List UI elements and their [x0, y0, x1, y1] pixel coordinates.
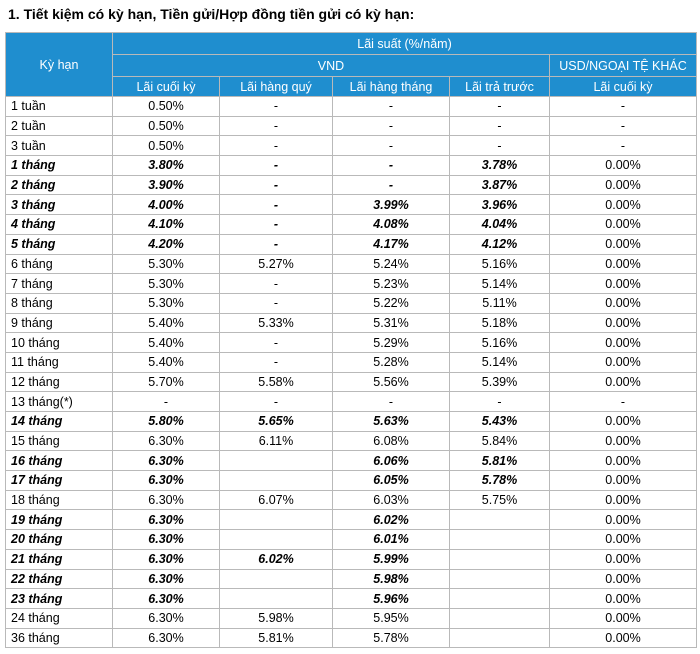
term-cell: 5 tháng: [6, 234, 113, 254]
table-row: [6, 412, 697, 432]
rate-cell: 3.80%: [113, 156, 220, 176]
rate-cell: 3.99%: [333, 195, 450, 215]
rate-cell: 5.75%: [450, 490, 550, 510]
table-row: [6, 608, 697, 628]
table-row: [6, 451, 697, 471]
term-cell: 3 tháng: [6, 195, 113, 215]
rate-cell: 0.00%: [550, 333, 697, 353]
term-cell: 13 tháng(*): [6, 392, 113, 412]
rate-cell: 5.96%: [333, 589, 450, 609]
rate-cell: 3.90%: [113, 175, 220, 195]
rate-cell: 6.02%: [220, 549, 333, 569]
rate-cell: 5.40%: [113, 352, 220, 372]
rate-cell: [450, 589, 550, 609]
rate-cell: -: [550, 116, 697, 136]
rate-cell: -: [220, 392, 333, 412]
term-cell: 15 tháng: [6, 431, 113, 451]
term-cell: 23 tháng: [6, 589, 113, 609]
rate-cell: 5.98%: [333, 569, 450, 589]
rate-cell: 5.29%: [333, 333, 450, 353]
rate-cell: -: [220, 234, 333, 254]
col-header-usd-end-of-term: Lãi cuối kỳ: [550, 77, 697, 97]
rate-cell: 5.16%: [450, 254, 550, 274]
table-row: [6, 549, 697, 569]
rate-cell: 6.01%: [333, 530, 450, 550]
rate-cell: 4.17%: [333, 234, 450, 254]
table-row: [6, 313, 697, 333]
rate-cell: [450, 628, 550, 648]
rate-cell: 5.80%: [113, 412, 220, 432]
term-cell: 16 tháng: [6, 451, 113, 471]
table-row: [6, 116, 697, 136]
rate-cell: 6.08%: [333, 431, 450, 451]
table-row: [6, 97, 697, 117]
rate-cell: -: [220, 333, 333, 353]
rate-cell: 0.50%: [113, 97, 220, 117]
term-cell: 4 tháng: [6, 215, 113, 235]
rate-cell: 0.00%: [550, 412, 697, 432]
term-cell: 20 tháng: [6, 530, 113, 550]
rate-cell: 5.40%: [113, 333, 220, 353]
term-cell: 19 tháng: [6, 510, 113, 530]
rate-cell: 5.81%: [450, 451, 550, 471]
term-cell: 9 tháng: [6, 313, 113, 333]
rate-cell: 5.40%: [113, 313, 220, 333]
rate-cell: [450, 608, 550, 628]
rate-cell: -: [450, 97, 550, 117]
rate-cell: [450, 510, 550, 530]
rate-cell: [450, 549, 550, 569]
term-cell: 8 tháng: [6, 293, 113, 313]
rate-cell: -: [220, 156, 333, 176]
rate-cell: [220, 510, 333, 530]
rate-cell: 0.50%: [113, 136, 220, 156]
rate-cell: 0.00%: [550, 628, 697, 648]
rate-cell: 0.00%: [550, 215, 697, 235]
rate-cell: -: [333, 156, 450, 176]
rate-cell: 5.31%: [333, 313, 450, 333]
rate-cell: 0.00%: [550, 175, 697, 195]
rate-cell: 5.56%: [333, 372, 450, 392]
rate-cell: -: [450, 116, 550, 136]
rate-cell: 6.30%: [113, 490, 220, 510]
rate-cell: 3.78%: [450, 156, 550, 176]
rate-cell: 6.06%: [333, 451, 450, 471]
vnd-header: VND: [113, 55, 550, 77]
rate-cell: 0.00%: [550, 490, 697, 510]
rate-cell: 0.00%: [550, 234, 697, 254]
col-header-vnd-end-of-term: Lãi cuối kỳ: [113, 77, 220, 97]
rate-table-body: [6, 97, 697, 648]
table-row: [6, 156, 697, 176]
rate-cell: 3.87%: [450, 175, 550, 195]
table-row: [6, 372, 697, 392]
rate-cell: 0.00%: [550, 293, 697, 313]
rate-cell: -: [220, 293, 333, 313]
table-row: [6, 274, 697, 294]
rate-cell: -: [220, 215, 333, 235]
rate-cell: 5.30%: [113, 293, 220, 313]
term-header: Kỳ hạn: [6, 33, 113, 97]
rate-cell: 6.30%: [113, 431, 220, 451]
rate-cell: 5.28%: [333, 352, 450, 372]
rate-cell: 6.30%: [113, 589, 220, 609]
term-cell: 17 tháng: [6, 471, 113, 491]
rate-cell: 5.24%: [333, 254, 450, 274]
rate-cell: 0.50%: [113, 116, 220, 136]
rate-cell: -: [450, 136, 550, 156]
table-row: [6, 589, 697, 609]
rate-cell: 0.00%: [550, 569, 697, 589]
rate-cell: [220, 589, 333, 609]
rate-cell: -: [220, 274, 333, 294]
rate-cell: -: [220, 195, 333, 215]
col-header-vnd-monthly: Lãi hàng tháng: [333, 77, 450, 97]
rate-cell: 5.30%: [113, 274, 220, 294]
rate-cell: 5.16%: [450, 333, 550, 353]
rate-cell: [220, 451, 333, 471]
rate-cell: 5.78%: [450, 471, 550, 491]
rate-cell: 4.10%: [113, 215, 220, 235]
rate-cell: 6.30%: [113, 628, 220, 648]
table-row: [6, 628, 697, 648]
rate-cell: 5.84%: [450, 431, 550, 451]
rate-cell: 0.00%: [550, 156, 697, 176]
rate-cell: 4.00%: [113, 195, 220, 215]
rate-cell: -: [550, 97, 697, 117]
rate-cell: 0.00%: [550, 195, 697, 215]
rate-cell: -: [220, 136, 333, 156]
rate-cell: 6.30%: [113, 451, 220, 471]
rate-cell: -: [333, 116, 450, 136]
rate-cell: 5.78%: [333, 628, 450, 648]
table-row: [6, 136, 697, 156]
col-header-vnd-quarterly: Lãi hàng quý: [220, 77, 333, 97]
rate-cell: 6.30%: [113, 608, 220, 628]
rate-cell: 0.00%: [550, 274, 697, 294]
rate-cell: 5.81%: [220, 628, 333, 648]
term-cell: 10 tháng: [6, 333, 113, 353]
term-cell: 2 tuần: [6, 116, 113, 136]
rate-cell: 6.03%: [333, 490, 450, 510]
rate-cell: [220, 471, 333, 491]
rate-cell: 4.12%: [450, 234, 550, 254]
term-cell: 1 tuần: [6, 97, 113, 117]
table-row: [6, 175, 697, 195]
rate-cell: 5.30%: [113, 254, 220, 274]
rate-cell: 5.27%: [220, 254, 333, 274]
term-cell: 21 tháng: [6, 549, 113, 569]
rate-cell: 4.20%: [113, 234, 220, 254]
table-row: [6, 431, 697, 451]
rate-cell: -: [220, 175, 333, 195]
term-cell: 3 tuần: [6, 136, 113, 156]
term-cell: 12 tháng: [6, 372, 113, 392]
term-cell: 1 tháng: [6, 156, 113, 176]
rate-cell: -: [113, 392, 220, 412]
term-cell: 24 tháng: [6, 608, 113, 628]
rate-cell: 0.00%: [550, 510, 697, 530]
rate-cell: [450, 569, 550, 589]
table-row: [6, 471, 697, 491]
rate-cell: 5.65%: [220, 412, 333, 432]
rate-cell: 6.07%: [220, 490, 333, 510]
rate-cell: 3.96%: [450, 195, 550, 215]
term-cell: 7 tháng: [6, 274, 113, 294]
savings-rate-table: [5, 32, 697, 648]
rate-cell: 5.95%: [333, 608, 450, 628]
rate-cell: 6.02%: [333, 510, 450, 530]
rate-cell: 0.00%: [550, 471, 697, 491]
table-row: [6, 510, 697, 530]
rate-cell: 0.00%: [550, 589, 697, 609]
rate-cell: -: [333, 97, 450, 117]
rate-cell: 6.30%: [113, 471, 220, 491]
rate-cell: 5.43%: [450, 412, 550, 432]
rate-cell: 0.00%: [550, 549, 697, 569]
rate-cell: -: [220, 116, 333, 136]
table-row: [6, 530, 697, 550]
rate-cell: 5.33%: [220, 313, 333, 333]
rate-cell: 6.30%: [113, 549, 220, 569]
rate-cell: 6.30%: [113, 530, 220, 550]
rate-cell: 0.00%: [550, 352, 697, 372]
rate-cell: 5.14%: [450, 274, 550, 294]
rate-cell: -: [550, 392, 697, 412]
table-row: [6, 293, 697, 313]
rate-cell: [220, 530, 333, 550]
rate-cell: 4.08%: [333, 215, 450, 235]
rate-cell: 0.00%: [550, 451, 697, 471]
rate-cell: 5.98%: [220, 608, 333, 628]
rate-cell: 5.14%: [450, 352, 550, 372]
table-row: [6, 215, 697, 235]
rate-cell: 5.22%: [333, 293, 450, 313]
rate-cell: 5.23%: [333, 274, 450, 294]
table-row: [6, 490, 697, 510]
table-row: [6, 569, 697, 589]
rate-cell: 5.70%: [113, 372, 220, 392]
rate-cell: -: [220, 352, 333, 372]
rate-cell: 5.63%: [333, 412, 450, 432]
rate-cell: [220, 569, 333, 589]
term-cell: 36 tháng: [6, 628, 113, 648]
rate-cell: 6.05%: [333, 471, 450, 491]
rate-cell: 0.00%: [550, 530, 697, 550]
usd-header: USD/NGOẠI TỆ KHÁC: [550, 55, 697, 77]
table-row: [6, 254, 697, 274]
rate-cell: [450, 530, 550, 550]
rate-cell: 6.11%: [220, 431, 333, 451]
table-row: [6, 195, 697, 215]
rate-cell: 0.00%: [550, 313, 697, 333]
rate-cell: 5.39%: [450, 372, 550, 392]
term-cell: 22 tháng: [6, 569, 113, 589]
col-header-vnd-prepaid: Lãi trả trước: [450, 77, 550, 97]
rate-cell: 6.30%: [113, 569, 220, 589]
term-cell: 14 tháng: [6, 412, 113, 432]
term-cell: 11 tháng: [6, 352, 113, 372]
rate-cell: -: [333, 392, 450, 412]
term-cell: 6 tháng: [6, 254, 113, 274]
page-title: 1. Tiết kiệm có kỳ hạn, Tiền gửi/Hợp đồng tiền gửi có kỳ hạn:: [8, 6, 415, 22]
rate-cell: 5.99%: [333, 549, 450, 569]
rate-header: Lãi suất (%/năm): [113, 33, 697, 55]
rate-cell: 5.11%: [450, 293, 550, 313]
rate-cell: 6.30%: [113, 510, 220, 530]
rate-cell: -: [333, 175, 450, 195]
rate-cell: 5.58%: [220, 372, 333, 392]
rate-cell: 0.00%: [550, 431, 697, 451]
rate-cell: 0.00%: [550, 608, 697, 628]
rate-cell: -: [220, 97, 333, 117]
table-row: [6, 352, 697, 372]
table-row: [6, 392, 697, 412]
term-cell: 18 tháng: [6, 490, 113, 510]
term-cell: 2 tháng: [6, 175, 113, 195]
rate-cell: 0.00%: [550, 372, 697, 392]
rate-cell: -: [550, 136, 697, 156]
rate-cell: -: [333, 136, 450, 156]
table-row: [6, 234, 697, 254]
rate-cell: 5.18%: [450, 313, 550, 333]
rate-cell: 4.04%: [450, 215, 550, 235]
table-row: [6, 333, 697, 353]
rate-cell: 0.00%: [550, 254, 697, 274]
rate-cell: -: [450, 392, 550, 412]
